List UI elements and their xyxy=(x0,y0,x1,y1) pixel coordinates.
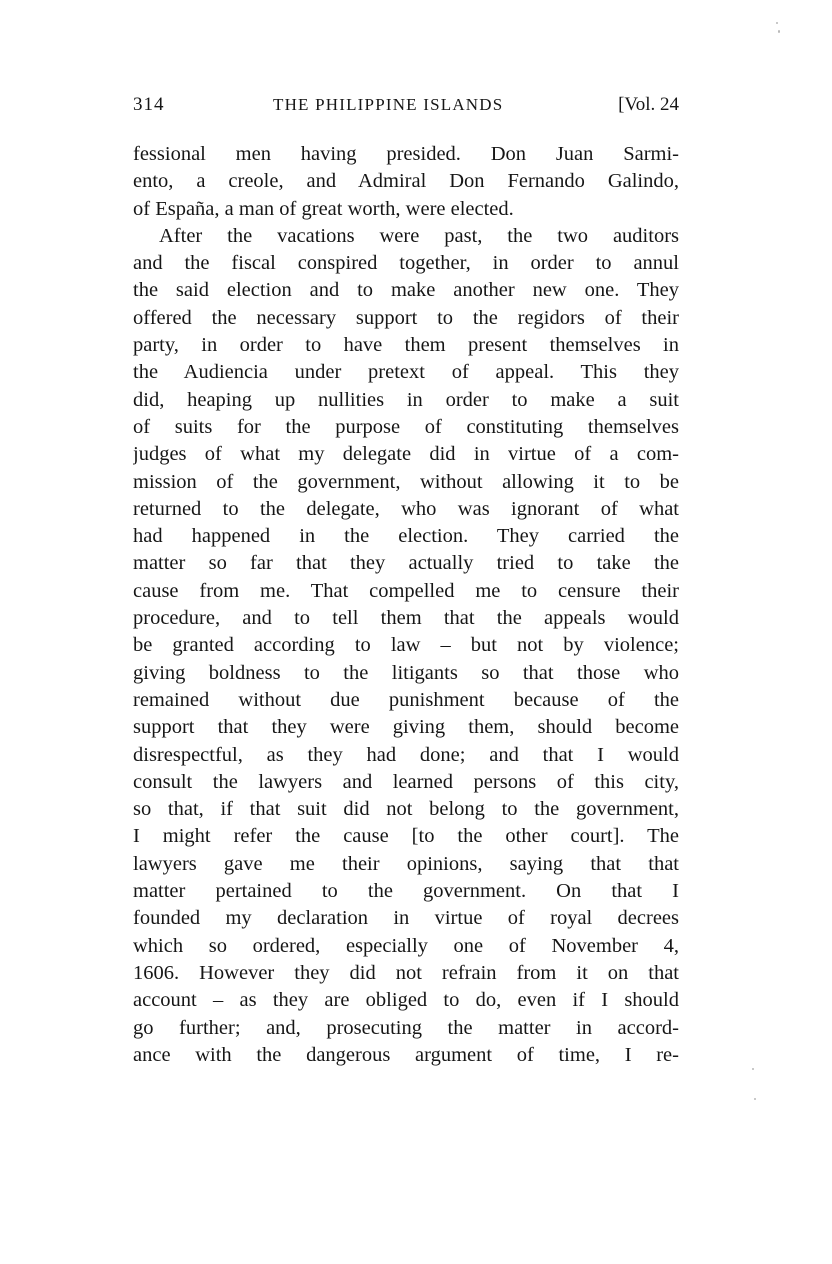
text-line: fessional men having presided. Don Juan Sarmi- xyxy=(133,143,679,165)
scan-speck xyxy=(776,22,778,24)
scan-speck xyxy=(778,30,780,33)
body-text xyxy=(133,141,679,1069)
text-line: cause from me. That compelled me to censure their xyxy=(133,579,679,602)
scan-speck xyxy=(754,1098,756,1100)
running-title: THE PHILIPPINE ISLANDS xyxy=(273,95,504,114)
text-line: giving boldness to the litigants so that those who xyxy=(133,661,679,684)
text-line: procedure, and to tell them that the appeals would xyxy=(133,607,679,630)
running-head xyxy=(133,92,679,118)
text-line: ance with the dangerous argument of time, I re- xyxy=(133,1043,679,1066)
text-line: remained without due punishment because of the xyxy=(133,688,679,711)
text-line: did, heaping up nullities in order to make a suit xyxy=(133,388,679,411)
text-line: judges of what my delegate did in virtue of a com- xyxy=(133,443,679,466)
page-number: 314 xyxy=(133,94,165,115)
text-line: lawyers gave me their opinions, saying that that xyxy=(133,852,679,875)
text-line: returned to the delegate, who was ignorant of what xyxy=(133,497,679,520)
text-line: I might refer the cause [to the other court]. The xyxy=(133,825,679,848)
text-line: party, in order to have them present themselves in xyxy=(133,334,679,357)
text-line: go further; and, prosecuting the matter in accord- xyxy=(133,1016,679,1039)
text-line: 1606. However they did not refrain from it on that xyxy=(133,961,679,984)
text-line: founded my declaration in virtue of royal decrees xyxy=(133,907,679,930)
text-line: matter pertained to the government. On that I xyxy=(133,880,679,903)
text-line: support that they were giving them, should become xyxy=(133,716,679,739)
text-line: of suits for the purpose of constituting themselves xyxy=(133,415,679,438)
text-line: mission of the government, without allowing it to be xyxy=(133,470,679,493)
text-line: account – as they are obliged to do, even if I should xyxy=(133,989,679,1012)
text-line: be granted according to law – but not by violence; xyxy=(133,634,679,657)
text-line: of España, a man of great worth, were elected. xyxy=(133,197,514,220)
text-line: and the fiscal conspired together, in order to annul xyxy=(133,252,679,275)
text-line: so that, if that suit did not belong to the government, xyxy=(133,798,679,821)
text-line: had happened in the election. They carried the xyxy=(133,525,679,548)
text-line: which so ordered, especially one of November 4, xyxy=(133,934,679,957)
text-line: After the vacations were past, the two auditors xyxy=(159,224,679,247)
text-line: the Audiencia under pretext of appeal. This they xyxy=(133,361,679,384)
text-line: ento, a creole, and Admiral Don Fernando Galindo, xyxy=(133,170,679,193)
text-line: disrespectful, as they had done; and that I would xyxy=(133,743,679,766)
volume-label: [Vol. 24 xyxy=(618,94,679,115)
text-line: matter so far that they actually tried to take the xyxy=(133,552,679,575)
text-line: the said election and to make another new one. They xyxy=(133,279,679,302)
text-line: offered the necessary support to the regidors of their xyxy=(133,306,679,329)
scan-speck xyxy=(752,1068,754,1070)
text-line: consult the lawyers and learned persons of this city, xyxy=(133,770,679,793)
